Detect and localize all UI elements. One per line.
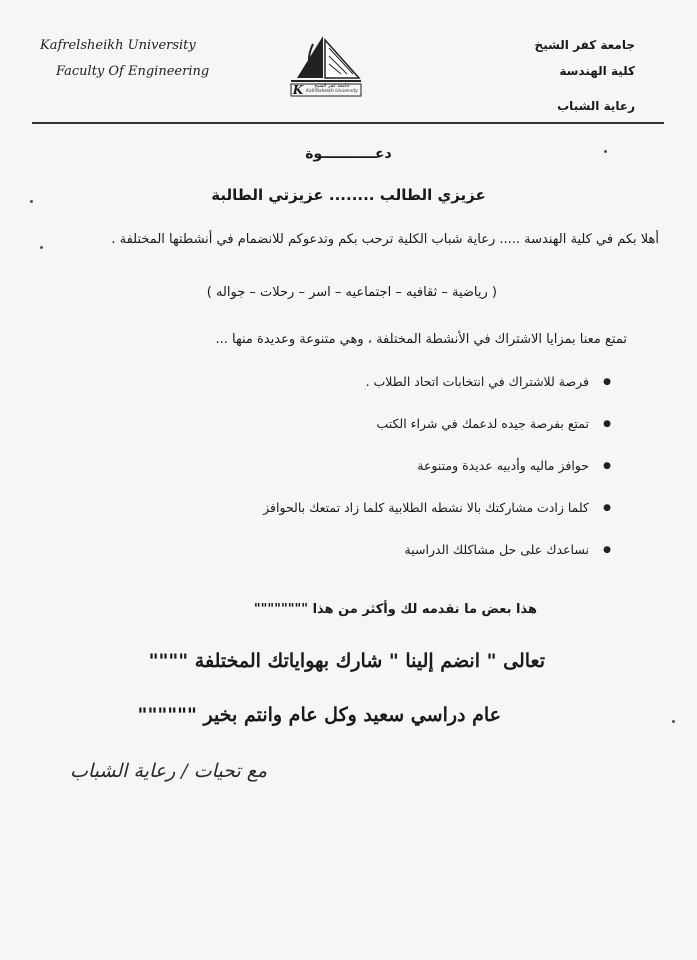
logo-letter: K xyxy=(292,83,304,97)
list-item: ● تمتع بفرصة جيده لدعمك في شراء الكتب xyxy=(141,414,611,456)
header-divider xyxy=(32,122,664,124)
closing-line: هذا بعض ما نقدمه لك وأكثر من هذا """""""" xyxy=(253,602,537,617)
university-name-en: Kafrelsheikh University xyxy=(40,38,196,53)
greeting-line: عزيزي الطالب ........ عزيزتي الطالبة xyxy=(211,186,486,204)
intro-paragraph: أهلا بكم في كلية الهندسة ..... رعاية شباب الكلية ترحب بكم وتدعوكم للانضمام في أنشطتها المختلفة . xyxy=(111,232,659,247)
signature: مع تحيات / رعاية الشباب xyxy=(70,760,268,782)
new-year-greeting: عام دراسي سعيد وكل عام وانتم بخير """""" xyxy=(137,704,501,726)
benefits-list xyxy=(141,372,611,582)
scan-speck xyxy=(40,246,43,249)
list-item: ● حوافز ماليه وأدبيه عديدة ومتنوعة xyxy=(141,456,611,498)
activities-list: ( رياضية – ثقافيه – اجتماعيه – اسر – رحلات – جواله ) xyxy=(206,285,497,300)
list-item: ● كلما زادت مشاركتك بالا نشطه الطلابية كلما زاد تمتعك بالحوافز xyxy=(141,498,611,540)
logo-caption-ar: جامعة كفر الشيخ xyxy=(314,83,350,89)
youth-care-dept-ar: رعاية الشباب xyxy=(557,99,635,113)
scan-speck xyxy=(672,720,675,723)
list-item: ● فرصة للاشتراك في انتخابات اتحاد الطلاب . xyxy=(141,372,611,414)
scan-speck xyxy=(30,200,33,203)
university-logo xyxy=(283,34,363,98)
scan-speck xyxy=(604,150,607,153)
faculty-name-en: Faculty Of Engineering xyxy=(56,64,210,79)
faculty-name-ar: كلية الهندسة xyxy=(559,64,635,78)
university-name-ar: جامعة كفر الشيخ xyxy=(534,38,635,52)
join-us-slogan: تعالى " انضم إلينا " شارك بهواياتك المختلفة """" xyxy=(148,650,545,672)
logo-caption-en: Kafrelsheikh University xyxy=(306,89,358,94)
benefits-intro: تمتع معنا بمزايا الاشتراك في الأنشطة المختلفة ، وهي متنوعة وعديدة منها ... xyxy=(215,332,627,347)
invitation-title: دعـــــــــــوة xyxy=(305,146,392,162)
list-item: ● نساعدك على حل مشاكلك الدراسية xyxy=(141,540,611,582)
